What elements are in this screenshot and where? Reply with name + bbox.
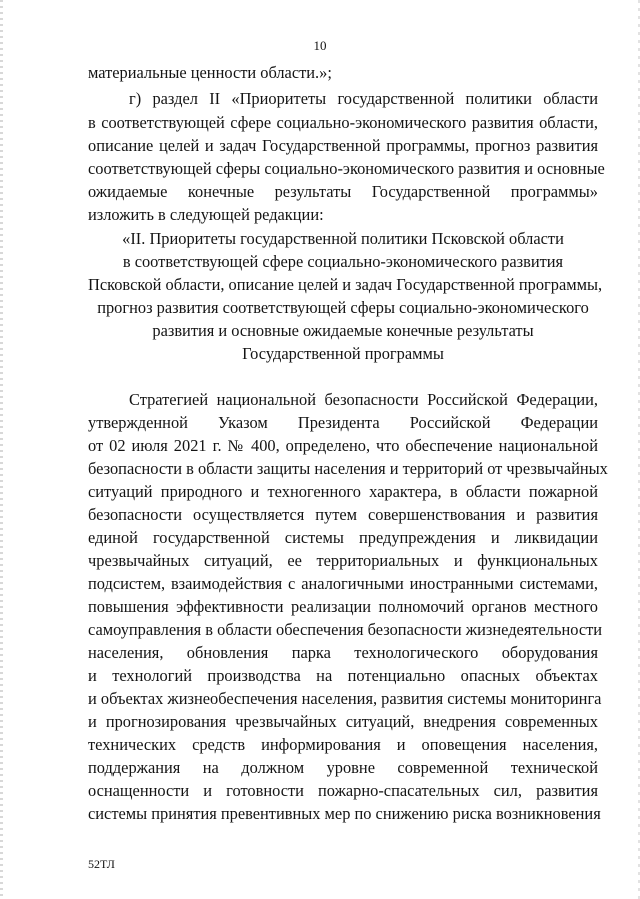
text-line: описание целей и задач Государственной программы, прогноз развития <box>88 136 598 155</box>
text-line: населения, обновления парка технологического оборудования <box>88 643 598 662</box>
text-line: материальные ценности области.»; <box>88 63 332 82</box>
text-line: и прогнозирования чрезвычайных ситуаций, внедрения современных <box>88 712 598 731</box>
section-heading-line: развития и основные ожидаемые конечные результаты <box>152 321 534 340</box>
text-line: ожидаемые конечные результаты Государственной программы» <box>88 182 598 201</box>
scan-edge-left <box>0 0 3 899</box>
text-line: соответствующей сферы социально-экономического развития и основные <box>88 159 605 178</box>
page-number: 10 <box>313 38 327 53</box>
section-heading-line: «II. Приоритеты государственной политики Псковской области <box>122 229 564 248</box>
text-line: и объектах жизнеобеспечения населения, развития системы мониторинга <box>88 689 602 708</box>
text-line: и технологий производства на потенциально опасных объектах <box>88 666 598 685</box>
text-line: г) раздел II «Приоритеты государственной политики области <box>129 89 598 108</box>
text-line: утвержденной Указом Президента Российской Федерации <box>88 413 598 432</box>
text-line: Стратегией национальной безопасности Российской Федерации, <box>129 390 598 409</box>
text-line: ситуаций природного и техногенного характера, в области пожарной <box>88 482 598 501</box>
section-heading-line: в соответствующей сфере социально-экономического развития <box>122 252 564 271</box>
text-line: поддержания на должном уровне современной технической <box>88 758 598 777</box>
text-line: системы принятия превентивных мер по снижению риска возникновения <box>88 804 601 823</box>
text-line: безопасности осуществляется путем совершенствования и развития <box>88 505 598 524</box>
document-code: 52ТЛ <box>88 857 115 871</box>
section-heading-line: прогноз развития соответствующей сферы социально-экономического <box>97 298 589 317</box>
text-line: от 02 июля 2021 г. № 400, определено, что обеспечение национальной <box>88 436 598 455</box>
text-line: безопасности в области защиты населения и территорий от чрезвычайных <box>88 459 608 478</box>
text-line: изложить в следующей редакции: <box>88 205 324 224</box>
text-line: самоуправления в области обеспечения безопасности жизнедеятельности <box>88 620 603 639</box>
text-line: единой государственной системы предупреждения и ликвидации <box>88 528 598 547</box>
text-line: технических средств информирования и оповещения населения, <box>88 735 598 754</box>
text-line: чрезвычайных ситуаций, ее территориальных и функциональных <box>88 551 598 570</box>
section-heading-line: Государственной программы <box>242 344 444 363</box>
text-line: повышения эффективности реализации полномочий органов местного <box>88 597 598 616</box>
text-line: оснащенности и готовности пожарно-спасательных сил, развития <box>88 781 598 800</box>
section-heading-line: Псковской области, описание целей и задач Государственной программы, <box>88 275 603 294</box>
text-line: подсистем, взаимодействия с аналогичными иностранными системами, <box>88 574 598 593</box>
text-line: в соответствующей сфере социально-экономического развития области, <box>88 113 598 132</box>
